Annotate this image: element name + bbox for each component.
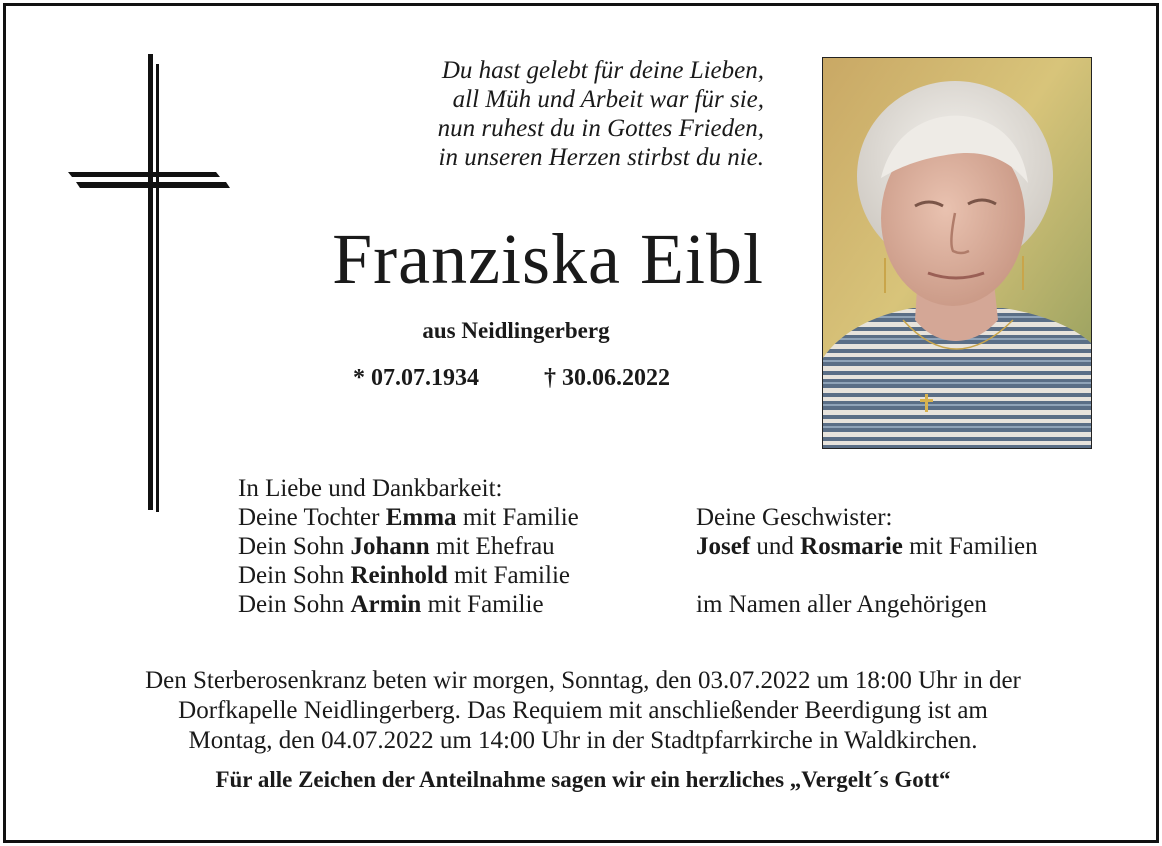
death-date: † 30.06.2022 [544, 365, 670, 391]
cross-icon [66, 54, 232, 516]
obituary-notice [3, 3, 1159, 843]
service-line: Montag, den 04.07.2022 um 14:00 Uhr in der Stadtpfarrkirche in Waldkirchen. [188, 727, 978, 754]
siblings-line: Josef und Rosmarie mit Familien [696, 533, 1038, 560]
service-line: Den Sterberosenkranz beten wir morgen, Sonntag, den 03.07.2022 um 18:00 Uhr in der [145, 667, 1021, 694]
mourners-intro: In Liebe und Dankbarkeit: [238, 475, 503, 502]
poem-line: nun ruhest du in Gottes Frieden, [437, 115, 764, 142]
thanks-line: Für alle Zeichen der Anteilnahme sagen wir ein herzliches „Vergelt´s Gott“ [215, 767, 951, 792]
mourner-line: Dein Sohn Johann mit Ehefrau [238, 533, 555, 560]
mourner-name: Emma [385, 504, 457, 531]
portrait-image [823, 58, 1091, 448]
deceased-name: Franziska Eibl [332, 219, 764, 299]
poem-line: in unseren Herzen stirbst du nie. [438, 144, 764, 171]
mourners-children [238, 474, 579, 619]
poem-line: Du hast gelebt für deine Lieben, [441, 57, 764, 84]
deceased-origin: aus Neidlingerberg [422, 318, 610, 343]
sibling-name: Rosmarie [800, 533, 903, 560]
mourner-line: Deine Tochter Emma mit Familie [238, 504, 579, 531]
siblings-label: Deine Geschwister: [696, 504, 893, 531]
service-information [36, 666, 1130, 756]
mourners-closing: im Namen aller Angehörigen [696, 591, 987, 618]
birth-date: * 07.07.1934 [353, 365, 479, 391]
mourner-name: Armin [350, 591, 422, 618]
portrait-photo [822, 57, 1092, 449]
mourner-line: Dein Sohn Armin mit Familie [238, 591, 544, 618]
poem [336, 56, 764, 172]
mourner-name: Johann [350, 533, 430, 560]
mourners-siblings [696, 503, 1038, 619]
poem-line: all Müh und Arbeit war für sie, [452, 86, 764, 113]
mourner-name: Reinhold [350, 562, 448, 589]
service-line: Dorfkapelle Neidlingerberg. Das Requiem mit anschließender Beerdigung ist am [178, 697, 988, 724]
sibling-name: Josef [696, 533, 751, 560]
mourner-line: Dein Sohn Reinhold mit Familie [238, 562, 570, 589]
